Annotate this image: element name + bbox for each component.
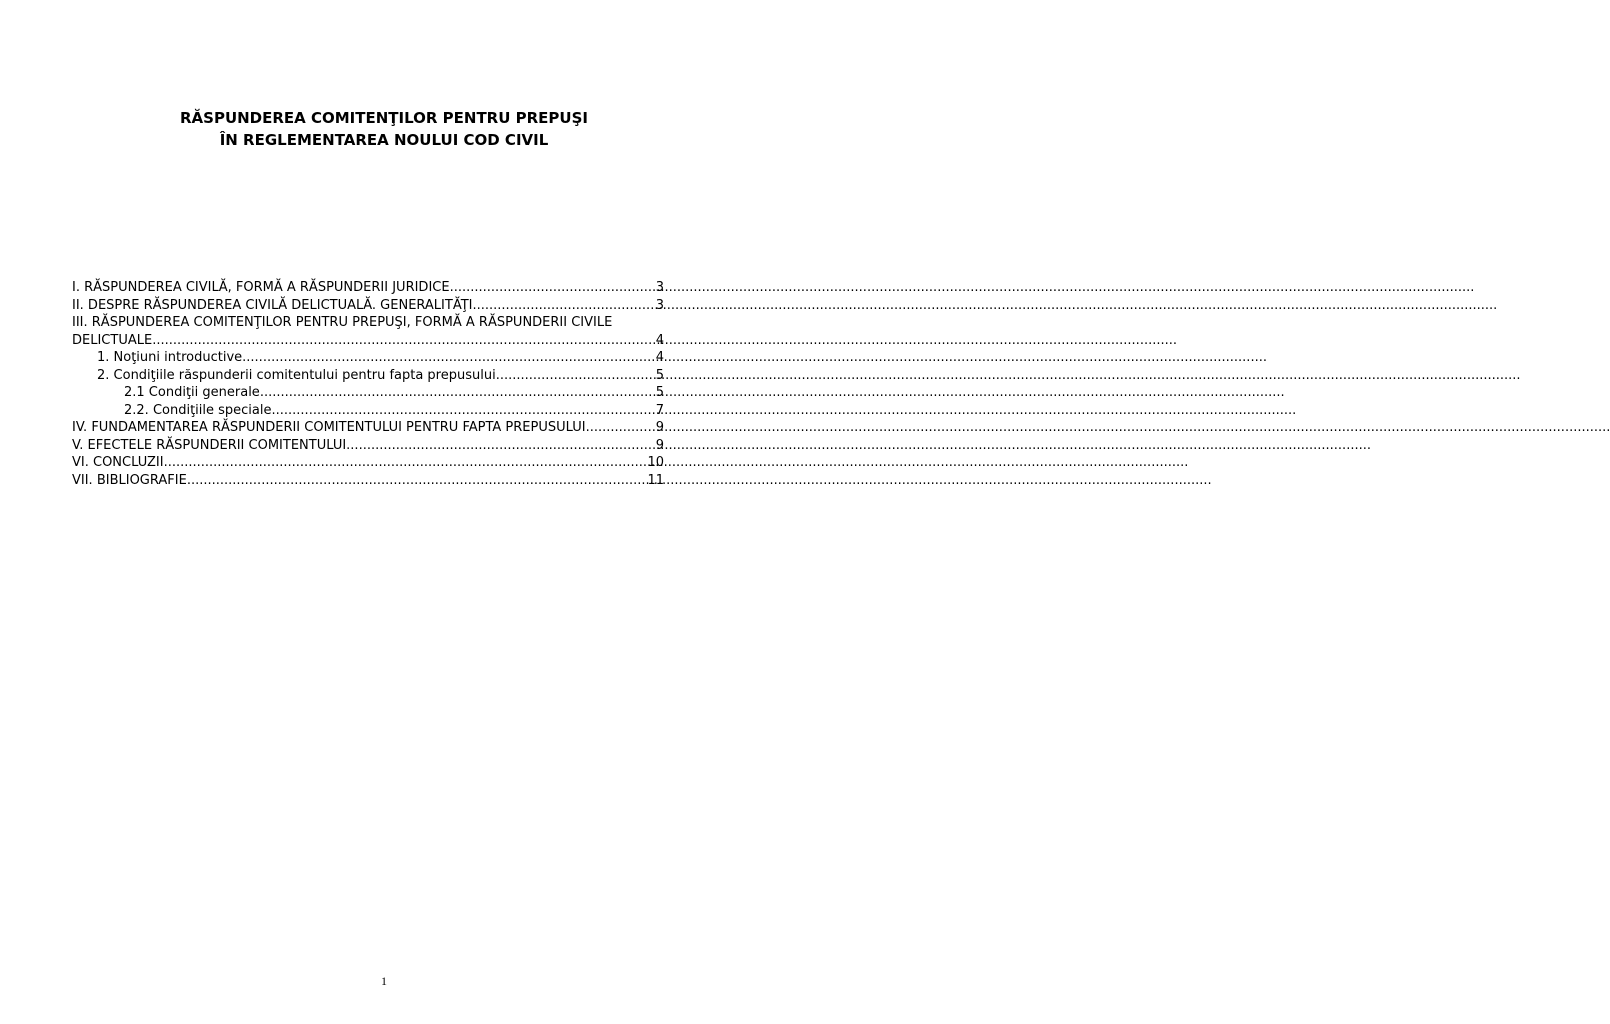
toc-entry-page: 10 [647, 455, 664, 470]
toc-entry-chapter-6[interactable] [72, 454, 664, 472]
toc-entry-chapter-4[interactable] [72, 419, 664, 437]
toc-leader-dots [164, 454, 648, 472]
toc-entry-page: 5 [655, 367, 664, 383]
toc-entry-page: 4 [655, 332, 664, 348]
toc-entry-subsection-2-2[interactable] [72, 402, 664, 420]
toc-leader-dots [187, 472, 648, 490]
toc-entry-page: 7 [655, 402, 664, 418]
toc-leader-dots [152, 332, 656, 350]
toc-entry-chapter-5[interactable] [72, 437, 664, 455]
toc-entry-label: II. DESPRE RĂSPUNDEREA CIVILĂ DELICTUALĂ. GENERALITĂŢI [72, 297, 473, 313]
toc-entry-label-line-2: DELICTUALE [72, 332, 153, 348]
toc-leader-dots [450, 279, 656, 297]
toc-leader-dots [242, 349, 656, 367]
toc-entry-label: 2.1 Condiţii generale [124, 385, 260, 400]
toc-entry-label: 2. Condiţiile răspunderii comitentului pentru fapta prepusului [97, 367, 496, 383]
toc-entry-label: I. RĂSPUNDEREA CIVILĂ, FORMĂ A RĂSPUNDERII JURIDICE [72, 280, 450, 295]
toc-entry-section-1[interactable] [72, 349, 664, 367]
page-number: 1 [381, 974, 387, 988]
toc-entry-page: 5 [655, 385, 664, 400]
toc-leader-dots [473, 297, 656, 315]
toc-entry-page: 9 [655, 420, 664, 435]
title-line-1: RĂSPUNDEREA COMITENŢILOR PENTRU PREPUŞI [179, 109, 588, 127]
toc-entry-page: 3 [655, 297, 664, 313]
toc-entry-chapter-3[interactable] [72, 314, 664, 349]
toc-leader-dots [260, 384, 656, 402]
toc-entry-label-line-1: III. RĂSPUNDEREA COMITENŢILOR PENTRU PREPUŞI, FORMĂ A RĂSPUNDERII CIVILE [72, 315, 613, 330]
toc-entry-chapter-2[interactable] [72, 297, 664, 315]
toc-entry-page: 4 [655, 350, 664, 365]
toc-leader-dots [272, 402, 656, 420]
toc-entry-label: IV. FUNDAMENTAREA RĂSPUNDERII COMITENTULUI PENTRU FAPTA PREPUSULUI [72, 420, 586, 435]
toc-entry-subsection-2-1[interactable] [72, 384, 664, 402]
toc-entry-label: 1. Noţiuni introductive [97, 350, 243, 365]
toc-entry-label: VII. BIBLIOGRAFIE [72, 472, 187, 488]
toc-leader-dots [496, 367, 656, 385]
toc-leader-dots [586, 419, 656, 437]
toc-entry-label: V. EFECTELE RĂSPUNDERII COMITENTULUI [72, 437, 347, 453]
document-title [0, 107, 768, 151]
toc-entry-label: 2.2. Condiţiile speciale [124, 402, 272, 418]
table-of-contents [72, 279, 664, 489]
toc-entry-chapter-7[interactable] [72, 472, 664, 490]
toc-entry-label: VI. CONCLUZII [72, 455, 164, 470]
toc-entry-chapter-1[interactable] [72, 279, 664, 297]
toc-entry-page: 3 [655, 280, 664, 295]
toc-leader-dots [346, 437, 656, 455]
toc-entry-page: 11 [647, 472, 664, 488]
toc-entry-page: 9 [655, 437, 664, 453]
toc-entry-section-2[interactable] [72, 367, 664, 385]
title-line-2: ÎN REGLEMENTAREA NOULUI COD CIVIL [219, 131, 549, 149]
